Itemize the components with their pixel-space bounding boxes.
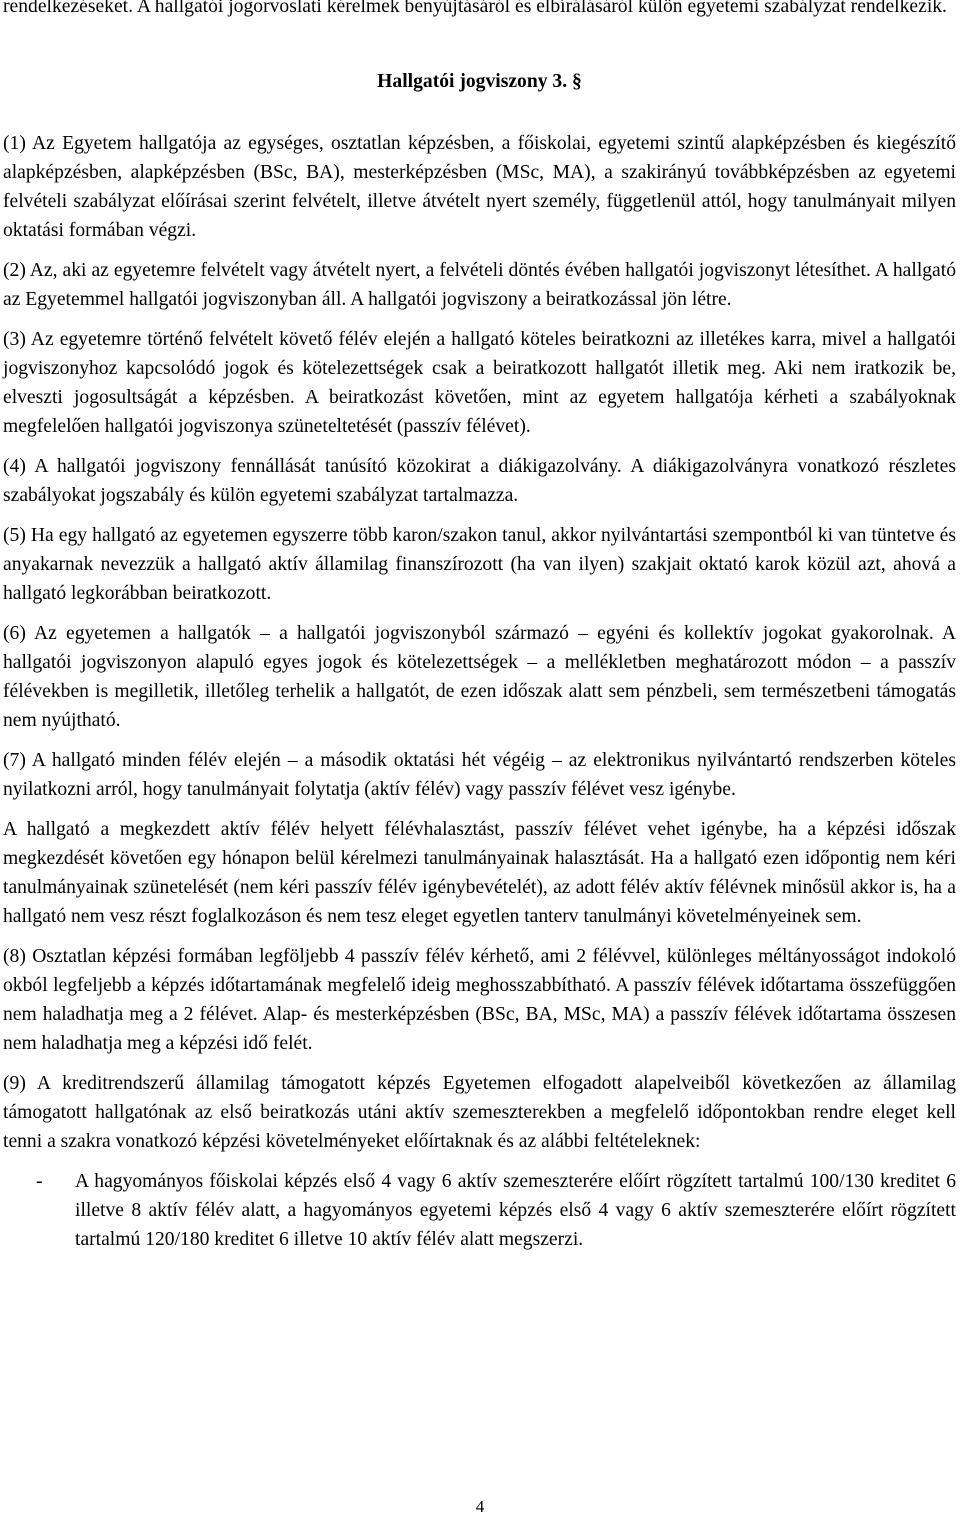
paragraph-5: (5) Ha egy hallgató az egyetemen egyszerre több karon/szakon tanul, akkor nyilvántartási szempontból ki van tüntetve és anyakarnak nevezzük a hallgató aktív államilag finanszírozott (ha van ilyen) szakjait oktató karok közül azt, ahová a hallgató legkorábban beiratkozott. [3, 525, 956, 604]
page-number: 4 [475, 1497, 485, 1516]
paragraph-7-continuation: A hallgató a megkezdett aktív félév helyett félévhalasztást, passzív félévet vehet igénybe, ha a képzési időszak megkezdését követően egy hónapon belül kérelmezi tanulmányainak halasztását. Ha a hallgató ezen időpontig nem kéri tanulmányainak szünetelését (nem kéri passzív félév igénybevételét), az adott félév aktív félévnek minősül akkor is, ha a hallgató nem vesz részt foglalkozáson és nem tesz eleget egyetlen tanterv tanulmányi követelményeinek sem. [3, 819, 956, 927]
list-item [3, 1167, 956, 1254]
paragraph-1: (1) Az Egyetem hallgatója az egységes, osztatlan képzésben, a főiskolai, egyetemi szintű alapképzésben és kiegészítő alapképzésben, alapképzésben (BSc, BA), mesterképzésben (MSc, MA), a szakirányú továbbképzésben az egyetemi felvételi szabályzat előírásai szerint felvételt, illetve átvételt nyert személy, függetlenül attól, hogy tanulmányait milyen oktatási formában végzi. [3, 133, 956, 241]
document-page [3, 0, 956, 1254]
intro-paragraph: rendelkezéseket. A hallgatói jogorvoslati kérelmek benyújtásáról és elbírálásáról külön egyetemi szabályzat rendelkezik. [3, 0, 947, 17]
paragraph-2: (2) Az, aki az egyetemre felvételt vagy átvételt nyert, a felvételi döntés évében hallgatói jogviszonyt létesíthet. A hallgató az Egyetemmel hallgatói jogviszonyban áll. A hallgatói jogviszony a beiratkozással jön létre. [3, 260, 956, 310]
paragraph-9: (9) A kreditrendszerű államilag támogatott képzés Egyetemen elfogadott alapelveiből következően az államilag támogatott hallgatónak az első beiratkozás utáni aktív szemeszterekben a megfelelő időpontokban rendre eleget kell tenni a szakra vonatkozó képzési követelményeket előírtaknak és az alábbi feltételeknek: [3, 1073, 956, 1152]
paragraph-3: (3) Az egyetemre történő felvételt követő félév elején a hallgató köteles beiratkozni az illetékes karra, mivel a hallgatói jogviszonyhoz kapcsolódó jogok és kötelezettségek csak a beiratkozott hallgatót illetik meg. Aki nem iratkozik be, elveszti jogosultságát a képzésben. A beiratkozást követően, mint az egyetem hallgatója kérheti a szabályoknak megfelelően hallgatói jogviszonya szüneteltetését (passzív félévet). [3, 329, 956, 437]
paragraph-6: (6) Az egyetemen a hallgatók – a hallgatói jogviszonyból származó – egyéni és kollektív jogokat gyakorolnak. A hallgatói jogviszonyon alapuló egyes jogok és kötelezettségek – a mellékletben meghatározott módon – a passzív félévekben is megilletik, illetőleg terhelik a hallgatót, de ezen időszak alatt sem pénzbeli, sem természetbeni támogatás nem nyújtható. [3, 623, 956, 731]
list-item-text: A hagyományos főiskolai képzés első 4 vagy 6 aktív szemeszterére előírt rögzített tartalmú 100/130 kreditet 6 illetve 8 aktív félév alatt, a hagyományos egyetemi képzés első 4 vagy 6 aktív szemeszterére előírt rögzített tartalmú 120/180 kreditet 6 illetve 10 aktív félév alatt megszerzi. [75, 1171, 956, 1250]
section-heading: Hallgatói jogviszony 3. § [377, 71, 582, 92]
paragraph-4: (4) A hallgatói jogviszony fennállását tanúsító közokirat a diákigazolvány. A diákigazolványra vonatkozó részletes szabályokat jogszabály és külön egyetemi szabályzat tartalmazza. [3, 456, 956, 506]
paragraph-7: (7) A hallgató minden félév elején – a második oktatási hét végéig – az elektronikus nyilvántartó rendszerben köteles nyilatkozni arról, hogy tanulmányait folytatja (aktív félév) vagy passzív félévet vesz igénybe. [3, 750, 956, 800]
list-item-marker: - [36, 1171, 43, 1192]
paragraph-8: (8) Osztatlan képzési formában legföljebb 4 passzív félév kérhető, ami 2 félévvel, különleges méltányosságot indokoló okból legfeljebb a képzés időtartamának megfelelő ideig meghosszabbítható. A passzív félévek időtartama összefüggően nem haladhatja meg a 2 félévet. Alap- és mesterképzésben (BSc, BA, MSc, MA) a passzív félévek időtartama összesen nem haladhatja meg a képzési idő felét. [3, 946, 956, 1054]
